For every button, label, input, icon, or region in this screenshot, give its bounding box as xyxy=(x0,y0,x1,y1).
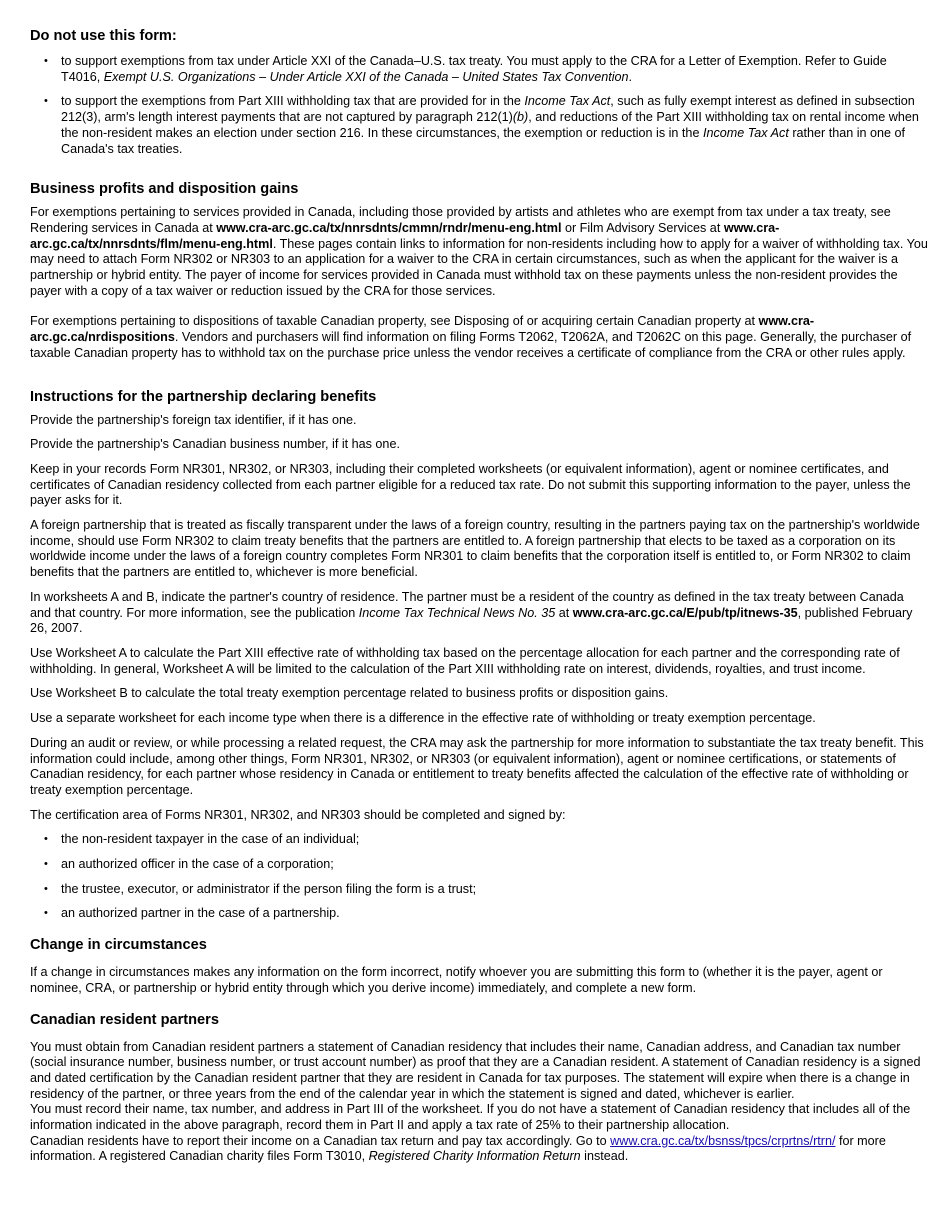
business-paragraph-1: For exemptions pertaining to services provided in Canada, including those provided by artists and athletes who are exempt from tax under a tax treaty, see Rendering services in Canada at www.cra-arc.gc.ca/tx/nnrsdnts/cmmn/rndr/menu-eng.html or Film Advisory Services at www.cra-arc.gc.ca/tx/nnrsdnts/flm/menu-eng.html. These pages contain links to information for non-residents including how to apply for a waiver of withholding tax. You may need to attach Form NR302 or NR303 to an application for a waiver to the CRA in certain circumstances, such as when the applicant for the waiver is a partnership or hybrid entity. The payer of income for services provided in Canada must withhold tax on these payments unless the non-resident provides the payer with a copy of a tax waiver or reduction issued by the CRA for those services. xyxy=(30,205,928,298)
list-item: • an authorized partner in the case of a partnership. xyxy=(44,906,340,921)
business-paragraph-2: For exemptions pertaining to dispositions of taxable Canadian property, see Disposing of or acquiring certain Canadian property at www.cra-arc.gc.ca/nrdispositions. Vendors and purchasers will find information on filing Forms T2062, T2062A, and T2062C on this page. Generally, the purchaser of taxable Canadian property has to withhold tax on the purchase price unless the vendor receives a certificate of compliance from the CRA or other rules apply. xyxy=(30,314,912,360)
canadian-heading: Canadian resident partners xyxy=(30,1011,219,1028)
film-services-url: www.cra-arc.gc.ca/tx/nnrsdnts/flm/menu-eng.html xyxy=(30,220,780,251)
canadian-p2: You must record their name, tax number, and address in Part III of the worksheet. If you do not have a statement of Canadian residency that includes all of the information indicated in the above paragraph, record them in Part II and apply a tax rate of 25% to their partnership allocation. xyxy=(30,1102,911,1133)
partnership-p10: The certification area of Forms NR301, NR302, and NR303 should be completed and signed by: xyxy=(30,807,566,822)
certification-list xyxy=(30,832,928,922)
partnership-heading: Instructions for the partnership declaring benefits xyxy=(30,388,377,405)
partnership-p9: During an audit or review, or while processing a related request, the CRA may ask the partnership for more information to substantiate the tax treaty benefit. This information could include, among other things, Form NR301, NR302, or NR303 (or equivalent information), agent or nominee certifications, or statements of Canadian residency, for each partner whose residency in Canada or entitlement to treaty benefits affected the calculation of the effective rate of withholding or treaty exemption percentage. xyxy=(30,735,924,797)
canadian-p3: Canadian residents have to report their income on a Canadian tax return and pay tax accordingly. Go to www.cra.gc.ca/tx/bsnss/tpcs/crprtns/rtrn/ for more information. A registered Canadian charity files Form T3010, Registered Charity Information Return instead. xyxy=(30,1133,886,1164)
cra-return-link[interactable]: www.cra.gc.ca/tx/bsnss/tpcs/crprtns/rtrn/ xyxy=(610,1133,836,1148)
partnership-p8: Use a separate worksheet for each income type when there is a difference in the effective rate of withholding or treaty exemption percentage. xyxy=(30,711,816,726)
partnership-p6: Use Worksheet A to calculate the Part XIII effective rate of withholding tax based on the percentage allocation for each partner and the corresponding rate of withholding. In general, Worksheet A will be limited to the calculation of the Part XIII withholding rate on interest, dividends, royalties, and trust income. xyxy=(30,645,900,676)
bullet-icon: • xyxy=(44,95,48,108)
partnership-p7: Use Worksheet B to calculate the total treaty exemption percentage related to business profits or disposition gains. xyxy=(30,686,669,701)
list-item: • to support exemptions from tax under Article XXI of the Canada–U.S. tax treaty. You must apply to the CRA for a Letter of Exemption. Refer to Guide T4016, Exempt U.S. Organizations – Under Article XXI of the Canada – United States Tax Convention. xyxy=(44,54,887,84)
partnership-p3: Keep in your records Form NR301, NR302, or NR303, including their completed worksheets (or equivalent information), agent or nominee certificates, and certificates of Canadian residency collected from each partner eligible for a reduced tax rate. Do not submit this supporting information to the payer, unless the payer asks for it. xyxy=(30,461,911,508)
list-item: • the non-resident taxpayer in the case of an individual; xyxy=(44,832,360,847)
partnership-p5: In worksheets A and B, indicate the partner's country of residence. The partner must be a resident of the country as defined in the tax treaty between Canada and that country. For more information, see the publication Income Tax Technical News No. 35 at www.cra-arc.gc.ca/E/pub/tp/itnews-35, published February 26, 2007. xyxy=(30,589,913,636)
partnership-p2: Provide the partnership's Canadian business number, if it has one. xyxy=(30,437,400,452)
do-not-use-list xyxy=(30,54,928,157)
bullet-icon: • xyxy=(44,907,48,920)
list-item: • an authorized officer in the case of a corporation; xyxy=(44,857,334,872)
change-p1: If a change in circumstances makes any information on the form incorrect, notify whoever you are submitting this form to (whether it is the payer, agent or nominee, CRA, or partnership or hybrid entity through which you derive income) immediately, and complete a new form. xyxy=(30,965,883,995)
bullet-icon: • xyxy=(44,55,48,67)
partnership-p1: Provide the partnership's foreign tax identifier, if it has one. xyxy=(30,412,357,427)
change-heading: Change in circumstances xyxy=(30,937,207,954)
partnership-p4: A foreign partnership that is treated as fiscally transparent under the laws of a foreign country, resulting in the partners paying tax on the partnership's worldwide income, should use Form NR302 to claim treaty benefits that the partners are entitled to. A foreign partnership that elects to be taxed as a corporation on its worldwide income under the laws of a foreign country completes Form NR301 to claim benefits that the corporation itself is entitled to, or Form NR302 to claim benefits that the partners are entitled to, whichever is more beneficial. xyxy=(30,518,920,580)
business-profits-heading: Business profits and disposition gains xyxy=(30,181,299,198)
canadian-p1: You must obtain from Canadian resident partners a statement of Canadian residency that includes their name, Canadian address, and Canadian tax number (social insurance number, business number, or trust account number) as proof that they are a Canadian resident. A statement of Canadian residency is a signed and dated certification by the Canadian resident partner that they are resident in Canada for tax purposes. The statement will expire when there is a change in residency of the partner, or three years from the end of the calendar year in which the statement is signed and dated, whichever is earlier. xyxy=(30,1039,921,1101)
itnews-url: www.cra-arc.gc.ca/E/pub/tp/itnews-35 xyxy=(572,605,798,620)
bullet-icon: • xyxy=(44,858,48,871)
rendering-services-url: www.cra-arc.gc.ca/tx/nnrsdnts/cmmn/rndr/menu-eng.html xyxy=(216,220,562,235)
dispositions-url: www.cra-arc.gc.ca/nrdispositions xyxy=(30,314,815,345)
bullet-icon: • xyxy=(44,882,48,895)
bullet-icon: • xyxy=(44,833,48,846)
do-not-use-heading: Do not use this form: xyxy=(30,28,177,44)
list-item: • to support the exemptions from Part XIII withholding tax that are provided for in the Income Tax Act, such as fully exempt interest as defined in subsection 212(3), arm's length interest payments that are not captured by paragraph 212(1)(b), and reductions of the Part XIII withholding tax on rental income when the non-resident makes an election under section 216. In these circumstances, the exemption or reduction is in the Income Tax Act rather than in one of Canada's tax treaties. xyxy=(44,94,919,156)
list-item: • the trustee, executor, or administrator if the person filing the form is a trust; xyxy=(44,881,477,896)
